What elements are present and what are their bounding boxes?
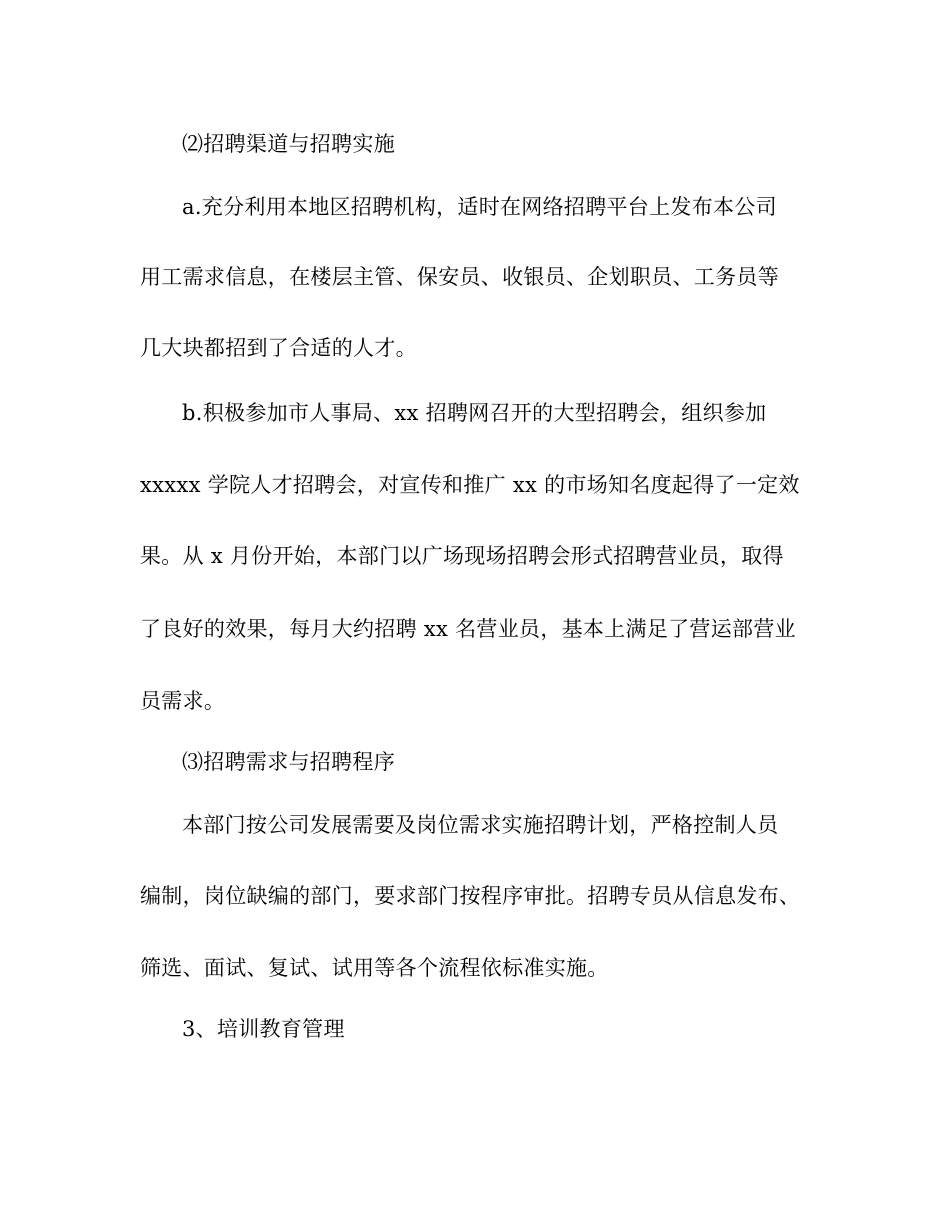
paragraph-line: 筛选、面试、复试、试用等各个流程依标准实施。 xyxy=(140,956,609,980)
section-heading-training-management: 3、培训教育管理 xyxy=(182,1017,345,1041)
paragraph-line: 编制，岗位缺编的部门，要求部门按程序审批。招聘专员从信息发布、 xyxy=(140,884,801,908)
paragraph-line: 几大块都招到了合适的人才。 xyxy=(140,336,417,360)
paragraph-line: 本部门按公司发展需要及岗位需求实施招聘计划，严格控制人员 xyxy=(182,813,779,837)
paragraph-line: 果。从 x 月份开始，本部门以广场现场招聘会形式招聘营业员，取得 xyxy=(140,544,784,568)
paragraph-line: xxxxx 学院人才招聘会，对宣传和推广 xx 的市场知名度起得了一定效 xyxy=(140,473,800,497)
paragraph-line: 用工需求信息，在楼层主管、保安员、收银员、企划职员、工务员等 xyxy=(140,265,779,289)
paragraph-line: 员需求。 xyxy=(140,689,226,713)
paragraph-line: 了良好的效果，每月大约招聘 xx 名营业员，基本上满足了营运部营业 xyxy=(140,617,796,641)
section-heading-recruitment-channels: ⑵招聘渠道与招聘实施 xyxy=(182,132,395,156)
section-heading-recruitment-procedure: ⑶招聘需求与招聘程序 xyxy=(182,750,395,774)
paragraph-line: a.充分利用本地区招聘机构，适时在网络招聘平台上发布本公司 xyxy=(182,195,777,219)
paragraph-line: b.积极参加市人事局、xx 招聘网召开的大型招聘会，组织参加 xyxy=(182,401,767,425)
